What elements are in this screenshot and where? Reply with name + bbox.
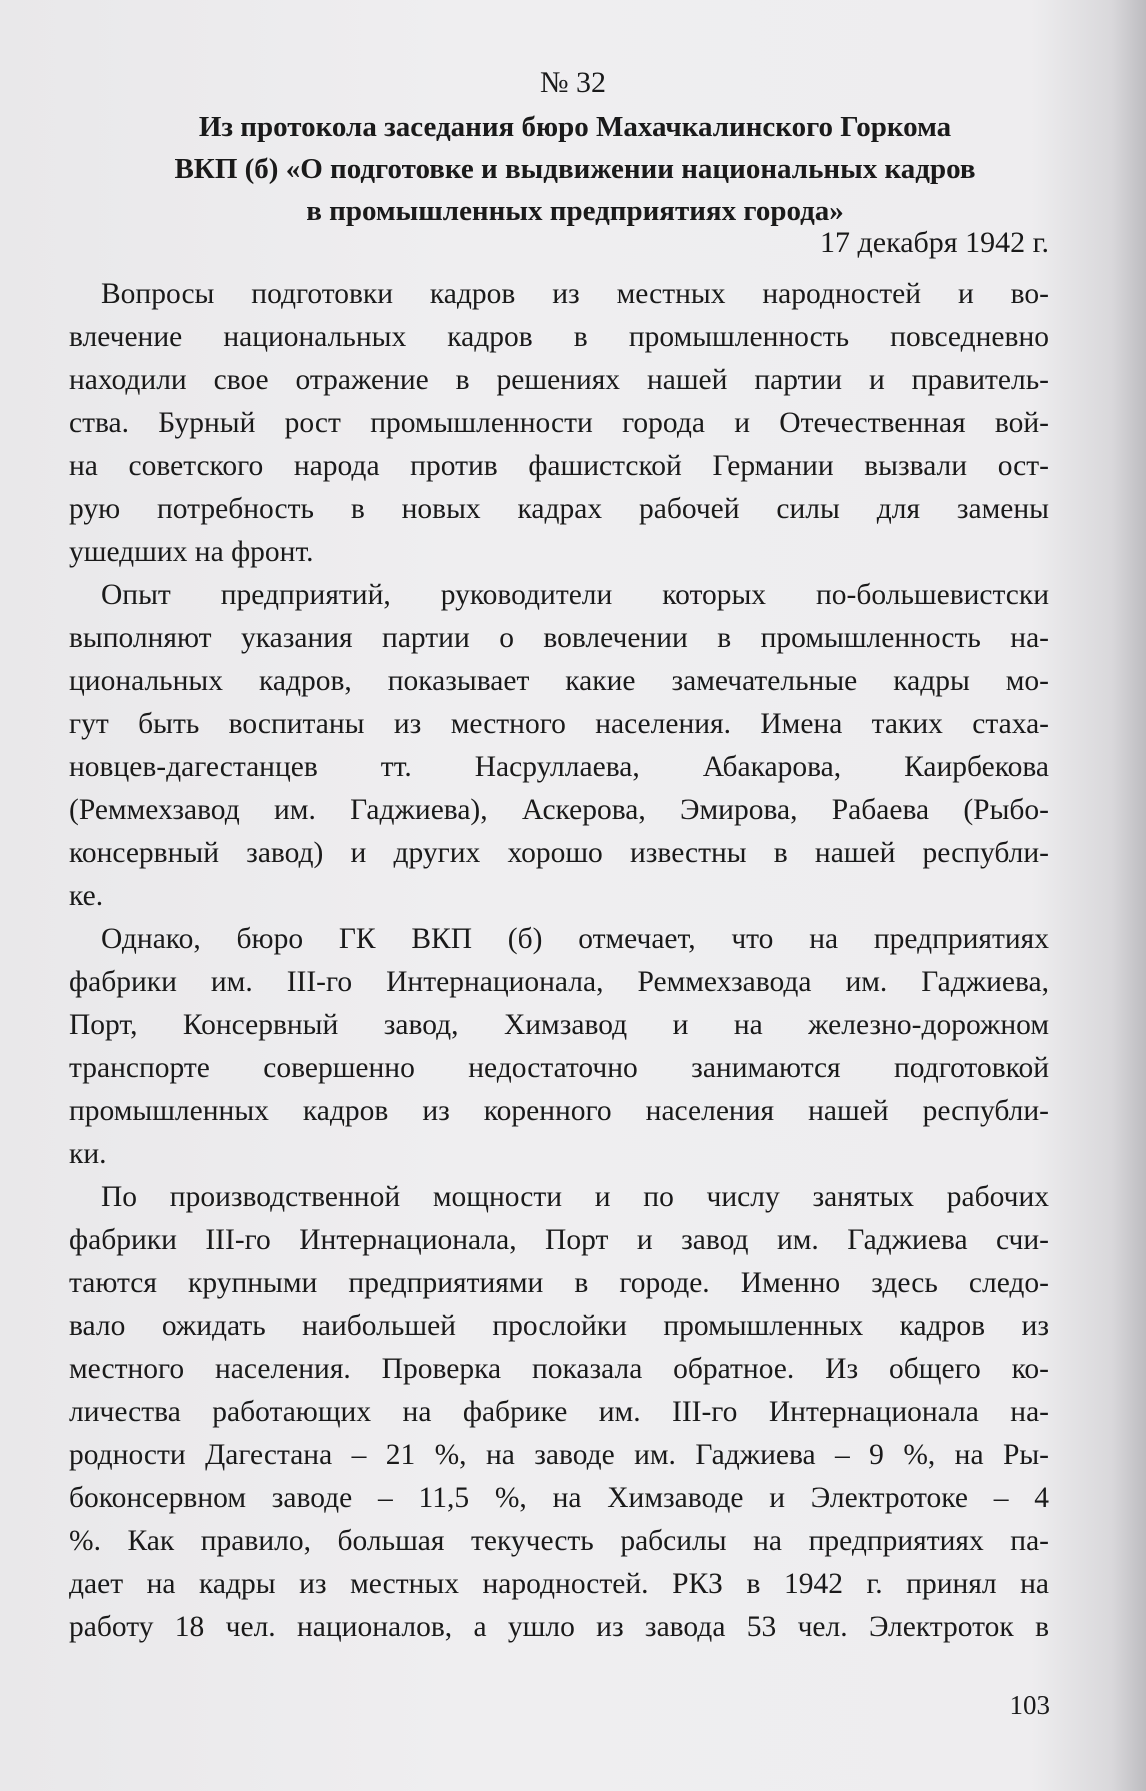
paragraph-line: боконсервном заводе – 11,5 %, на Химзаводе и Электротоке – 4 (69, 1482, 1049, 1514)
document-date: 17 декабря 1942 г. (820, 226, 1049, 259)
paragraph-line: таются крупными предприятиями в городе. Именно здесь следо- (69, 1267, 1049, 1299)
paragraph-line: вало ожидать наибольшей прослойки промышленных кадров из (69, 1310, 1049, 1342)
paragraph-line: новцев-дагестанцев тт. Насруллаева, Абакарова, Каирбекова (69, 751, 1049, 783)
document-number: № 32 (539, 66, 607, 99)
title-line: ВКП (б) «О подготовке и выдвижении национальных кадров (174, 153, 976, 185)
paragraph-line: работу 18 чел. националов, а ушло из завода 53 чел. Электроток в (69, 1611, 1049, 1643)
paragraph-line: местного населения. Проверка показала обратное. Из общего ко- (69, 1353, 1049, 1385)
paragraph-line: выполняют указания партии о вовлечении в промышленность на- (69, 622, 1049, 654)
paragraph-line: Порт, Консервный завод, Химзавод и на железно-дорожном (69, 1009, 1049, 1041)
paragraph-line: Опыт предприятий, руководители которых по-большевистски (101, 579, 1049, 611)
document-title (100, 106, 1050, 232)
paragraph-line: промышленных кадров из коренного населения нашей республи- (69, 1095, 1049, 1127)
paragraph-line: ке. (69, 880, 104, 912)
paragraph-line: влечение национальных кадров в промышленность повседневно (69, 321, 1049, 353)
document-body (69, 273, 1049, 1649)
paragraph-line: рую потребность в новых кадрах рабочей силы для замены (69, 493, 1049, 525)
paragraph-line: ушедших на фронт. (69, 536, 314, 568)
paragraph-line: на советского народа против фашистской Германии вызвали ост- (69, 450, 1049, 482)
paragraph-line: ки. (69, 1138, 107, 1170)
paragraph (69, 1176, 1049, 1649)
paragraph-line: фабрики III-го Интернационала, Порт и завод им. Гаджиева счи- (69, 1224, 1049, 1256)
page-number: 103 (1009, 1690, 1050, 1720)
paragraph (69, 918, 1049, 1176)
title-line: Из протокола заседания бюро Махачкалинского Горкома (198, 111, 952, 143)
paragraph-line: (Реммехзавод им. Гаджиева), Аскерова, Эмирова, Рабаева (Рыбо- (69, 794, 1049, 826)
paragraph-line: ства. Бурный рост промышленности города и Отечественная вой- (69, 407, 1049, 439)
paragraph (69, 574, 1049, 918)
paragraph-line: Вопросы подготовки кадров из местных народностей и во- (101, 278, 1049, 310)
paragraph-line: консервный завод) и других хорошо известны в нашей республи- (69, 837, 1049, 869)
paragraph-line: дает на кадры из местных народностей. РКЗ в 1942 г. принял на (69, 1568, 1049, 1600)
paragraph-line: транспорте совершенно недостаточно занимаются подготовкой (69, 1052, 1049, 1084)
paragraph-line: циональных кадров, показывает какие замечательные кадры мо- (69, 665, 1049, 697)
paragraph-line: По производственной мощности и по числу занятых рабочих (101, 1181, 1049, 1213)
title-line: в промышленных предприятиях города» (306, 195, 844, 227)
paragraph-line: гут быть воспитаны из местного населения. Имена таких стаха- (69, 708, 1049, 740)
paragraph-line: личества работающих на фабрике им. III-го Интернационала на- (69, 1396, 1049, 1428)
paragraph-line: родности Дагестана – 21 %, на заводе им. Гаджиева – 9 %, на Ры- (69, 1439, 1049, 1471)
paragraph-line: находили свое отражение в решениях нашей партии и правитель- (69, 364, 1049, 396)
paragraph-line: Однако, бюро ГК ВКП (б) отмечает, что на предприятиях (101, 923, 1049, 955)
paragraph (69, 273, 1049, 574)
paragraph-line: %. Как правило, большая текучесть рабсилы на предприятиях па- (69, 1525, 1049, 1557)
paragraph-line: фабрики им. III-го Интернационала, Реммехзавода им. Гаджиева, (69, 966, 1049, 998)
